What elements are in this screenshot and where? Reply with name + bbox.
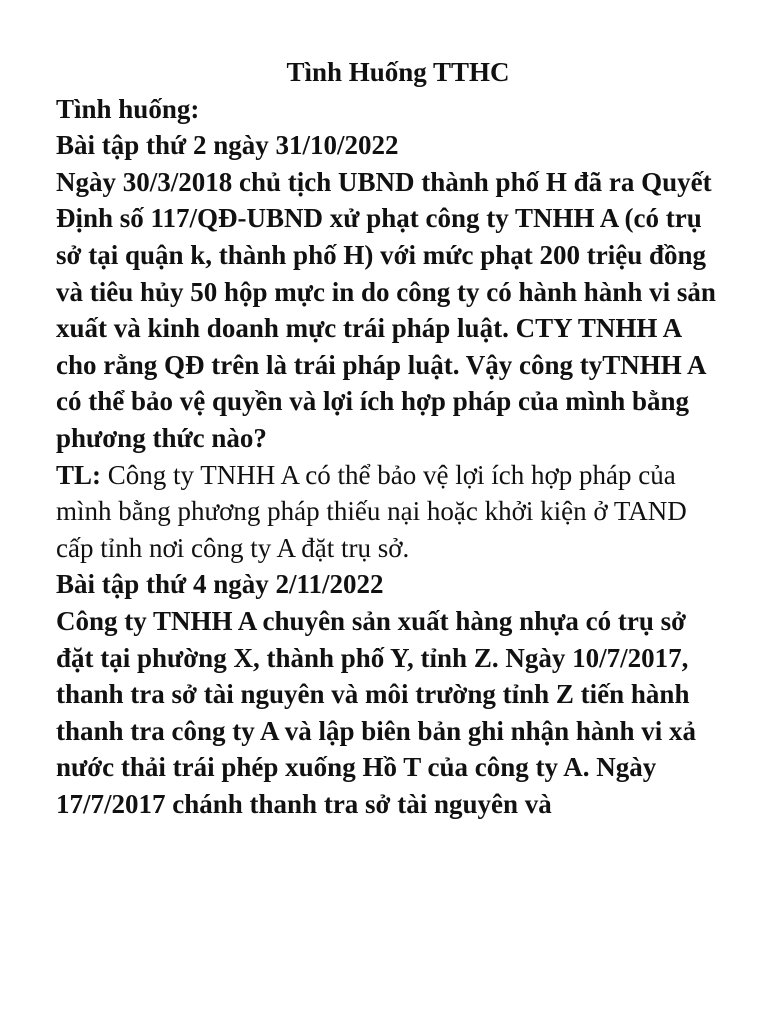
exercise-2-answer <box>56 457 726 567</box>
answer-text: Công ty TNHH A có thể bảo vệ lợi ích hợp pháp của mình bằng phương pháp thiếu nại hoặc khởi kiện ở TAND cấp tỉnh nơi công ty A đặt trụ sở. <box>56 459 687 563</box>
document-page <box>56 54 726 822</box>
exercise-4-question: Công ty TNHH A chuyên sản xuất hàng nhựa có trụ sở đặt tại phường X, thành phố Y, tỉnh Z. Ngày 10/7/2017, thanh tra sở tài nguyên và môi trường tỉnh Z tiến hành thanh tra công ty A và lập biên bản ghi nhận hành vi xả nước thải trái phép xuống Hồ T của công ty A. Ngày 17/7/2017 chánh thanh tra sở tài nguyên và <box>56 605 696 819</box>
document-title: Tình Huống TTHC <box>286 57 510 87</box>
exercise-2-heading: Bài tập thứ 2 ngày 31/10/2022 <box>56 130 399 161</box>
answer-label: TL: <box>56 459 102 490</box>
exercise-2-question: Ngày 30/3/2018 chủ tịch UBND thành phố H đã ra Quyết Định số 117/QĐ-UBND xử phạt công ty TNHH A (có trụ sở tại quận k, thành phố H) với mức phạt 200 triệu đồng và tiêu hủy 50 hộp mực in do công ty có hành hành vi sản xuất và kinh doanh mực trái pháp luật. CTY TNHH A cho rằng QĐ trên là trái pháp luật. Vậy công tyTNHH A có thể bảo vệ quyền và lợi ích hợp pháp của mình bằng phương thức nào? <box>56 166 716 453</box>
section-heading: Tình huống: <box>56 93 200 124</box>
exercise-4-heading: Bài tập thứ 4 ngày 2/11/2022 <box>56 569 384 600</box>
